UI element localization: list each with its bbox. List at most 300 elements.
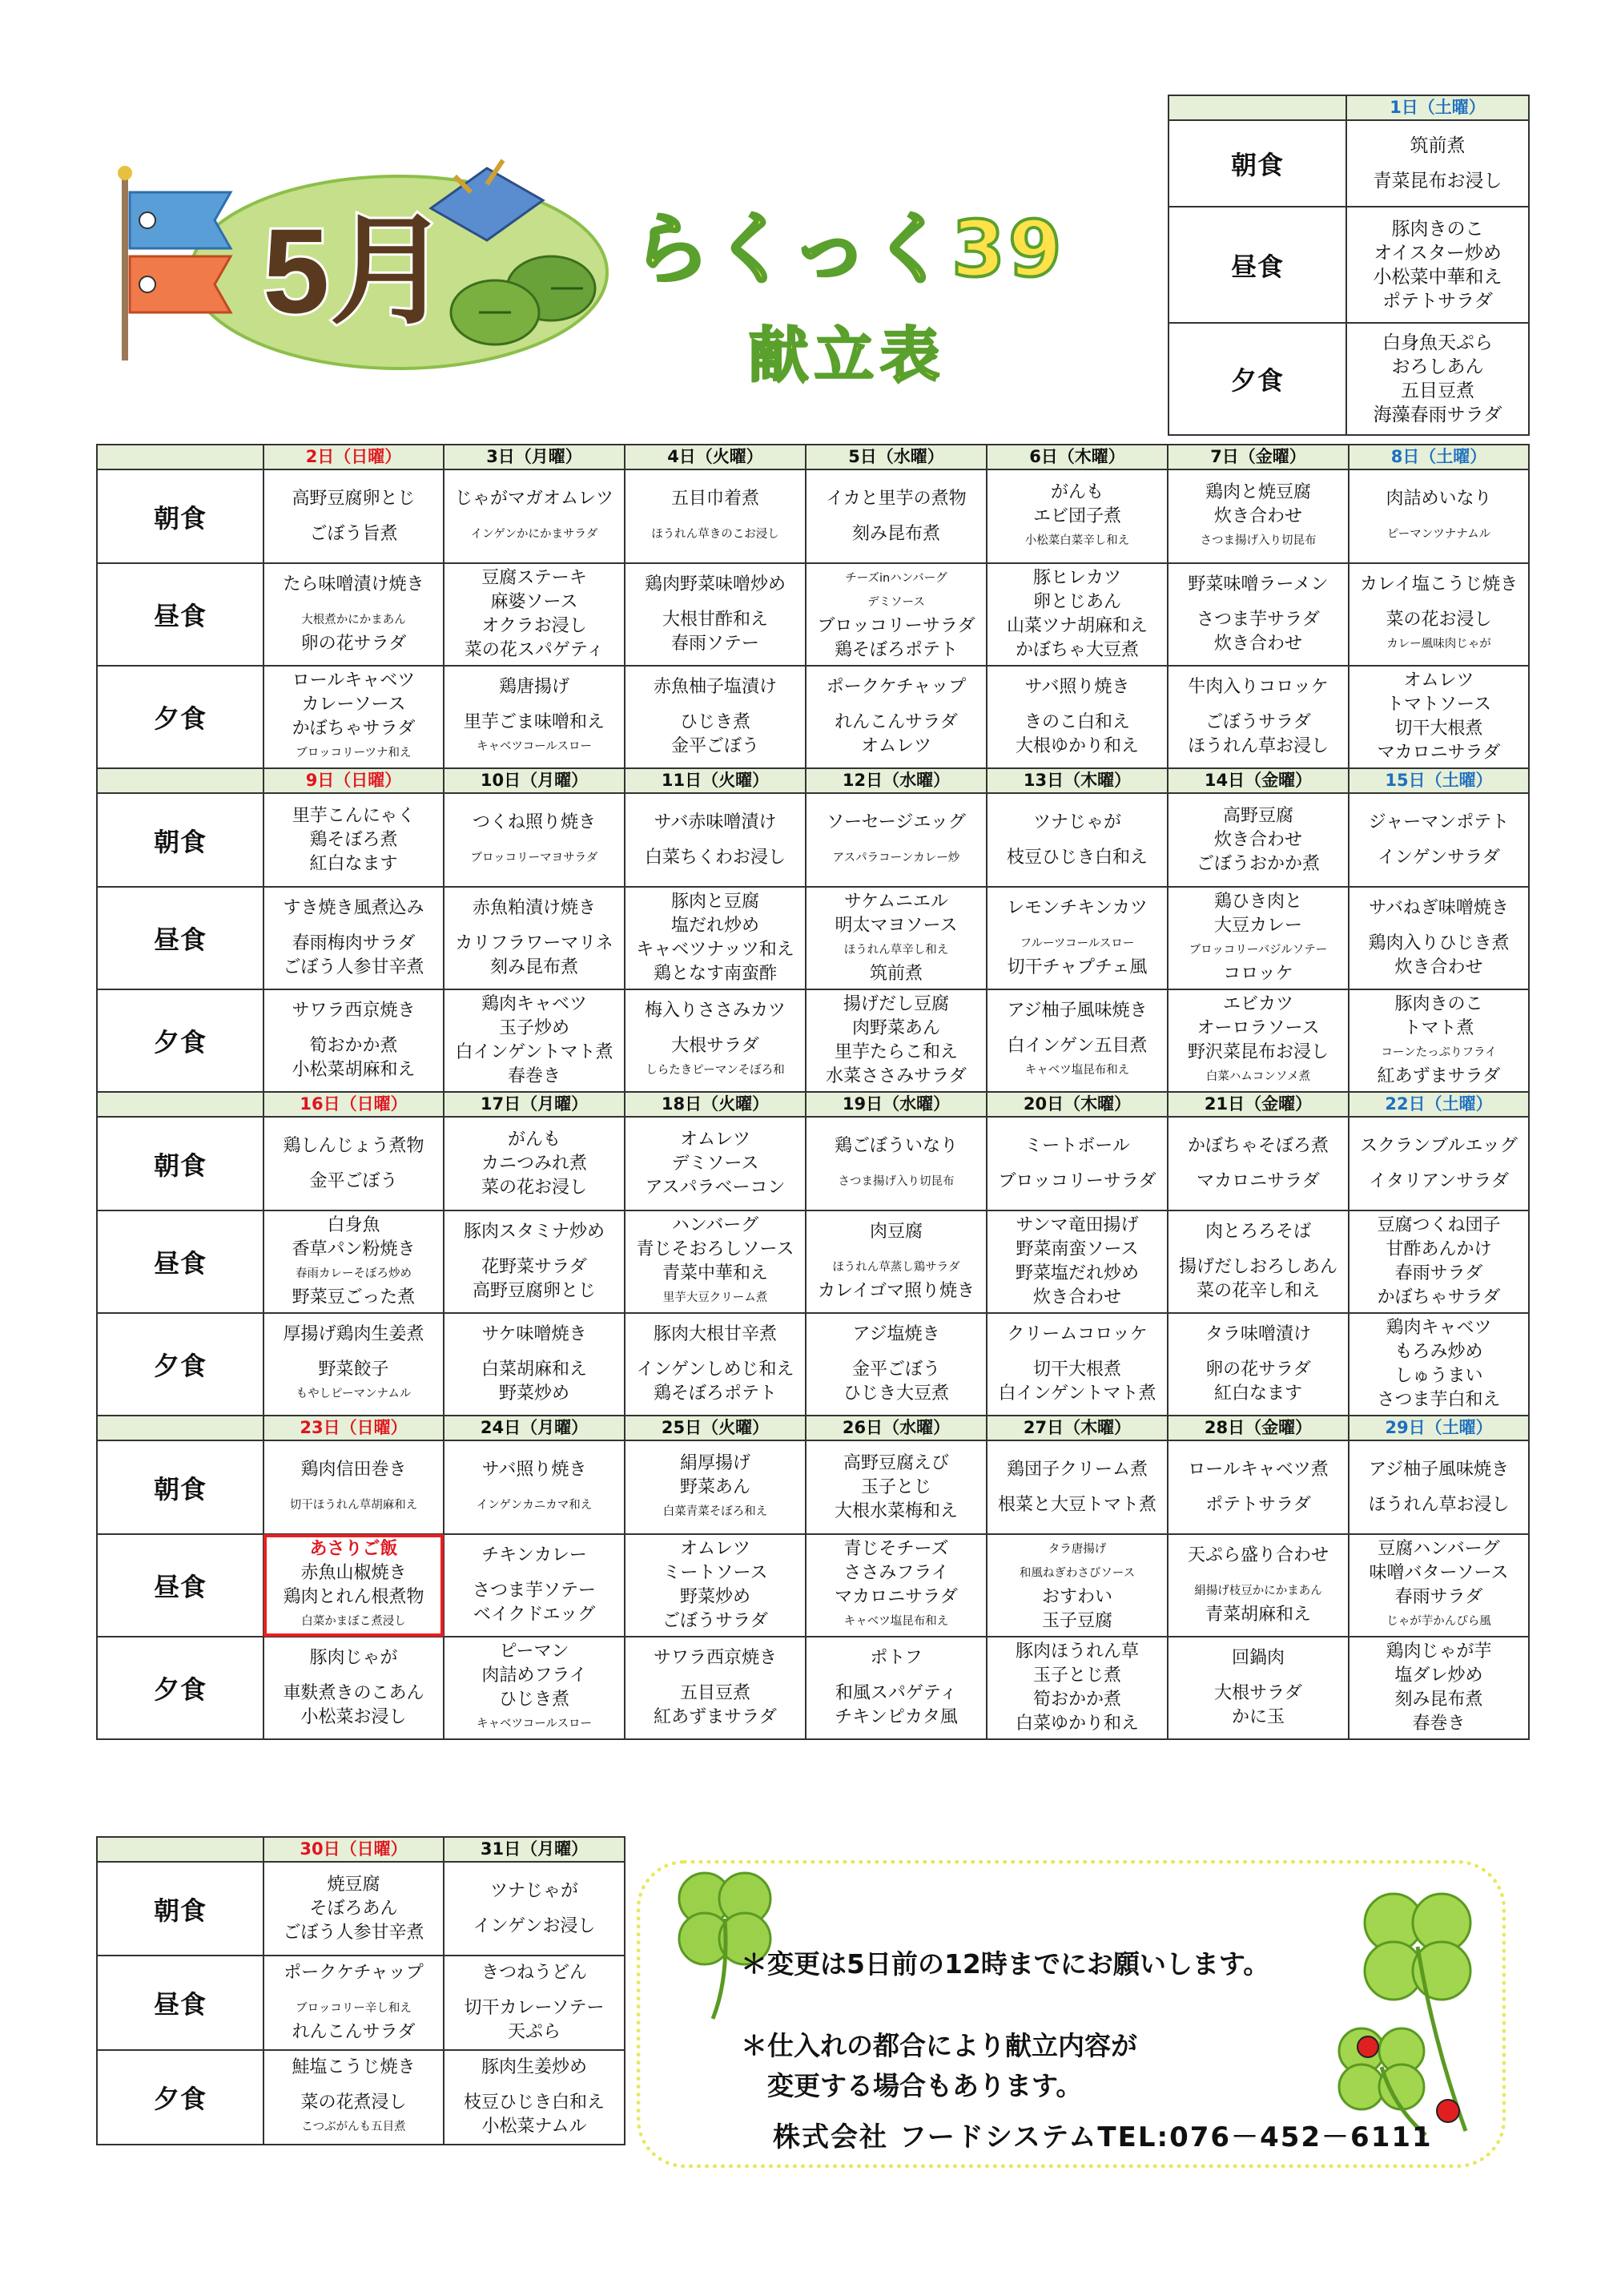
menu-cell	[1349, 1210, 1529, 1313]
spacer	[1170, 1244, 1346, 1255]
dish: 赤魚柚子塩漬け	[653, 677, 777, 697]
dish: 豚肉生姜炒め	[481, 2057, 587, 2077]
dish: インゲンカニカマ和え	[476, 1498, 593, 1512]
menu-cell	[806, 1313, 987, 1416]
menu-cell	[806, 469, 987, 563]
dish: 肉詰めフライ	[481, 1666, 587, 1686]
menu-cell	[987, 563, 1168, 666]
dish: 大根水菜梅和え	[834, 1500, 958, 1521]
dish: 鶏ごぼういなり	[834, 1135, 958, 1156]
menu-cell	[444, 2050, 625, 2145]
date-cell: 7日（金曜）	[1168, 445, 1349, 469]
spacer	[266, 1482, 441, 1493]
dish: タラ味噌漬け	[1205, 1324, 1311, 1344]
dish: ほうれん草お浸し	[1368, 1494, 1510, 1515]
dish: さつま揚げ入り切昆布	[838, 1174, 955, 1188]
dish: さつま芋白和え	[1377, 1390, 1501, 1410]
date-header-row	[97, 445, 1529, 469]
menu-cell	[806, 1117, 987, 1210]
dish: 切干ほうれん草胡麻和え	[289, 1498, 418, 1512]
dish: ベイクドエッグ	[473, 1605, 596, 1625]
lunch-label: 昼食	[97, 1210, 263, 1313]
dish: ごぼうサラダ	[662, 1611, 768, 1631]
dish: 大根甘酢和え	[662, 610, 768, 630]
spacer	[446, 1244, 622, 1255]
menu-cell	[625, 989, 806, 1092]
dish: ポテトサラダ	[1382, 290, 1493, 312]
month-end-table	[96, 1836, 625, 2145]
notice-line-2: ＊仕入れの都合により献立内容が	[741, 2030, 1137, 2061]
dish: 揚げだしおろしあん	[1178, 1257, 1337, 1277]
dish: 鮭塩こうじ焼き	[292, 2057, 416, 2077]
menu-cell	[1349, 887, 1529, 989]
menu-cell	[806, 887, 987, 989]
menu-cell	[263, 666, 444, 768]
date-cell: 15日（土曜）	[1349, 768, 1529, 793]
menu-cell	[263, 1534, 444, 1637]
dish: チキンカレー	[481, 1545, 587, 1565]
dish: もやしピーマンナムル	[296, 1388, 412, 1400]
dish: 春雨カレーそぼろ炒め	[296, 1267, 412, 1280]
date-cell: 18日（火曜）	[625, 1092, 806, 1117]
spacer	[989, 1023, 1165, 1034]
dish: 白菜胡麻和え	[481, 1359, 587, 1380]
dish: ポテトサラダ	[1205, 1494, 1311, 1515]
dish: 卵とじあん	[1032, 592, 1121, 612]
corner-cell	[97, 1092, 263, 1117]
dish: サンマ竜田揚げ	[1016, 1215, 1139, 1235]
date-cell: 22日（土曜）	[1349, 1092, 1529, 1117]
dish: しらたきピーマンそぼろ和	[646, 1064, 785, 1077]
dish: つくね照り焼き	[472, 812, 596, 832]
menu-cell	[263, 1862, 444, 1956]
date-cell: 19日（水曜）	[806, 1092, 987, 1117]
menu-cell	[1168, 793, 1349, 887]
meal-row	[97, 666, 1529, 768]
dish: 鶏団子クリーム煮	[1006, 1459, 1148, 1480]
dish: 鶏そぼろ煮	[309, 829, 398, 850]
dish: 赤魚山椒焼き	[300, 1563, 407, 1583]
spacer	[808, 1670, 984, 1682]
spacer	[989, 1347, 1165, 1358]
dish: 金平ごぼう	[309, 1170, 398, 1191]
spacer	[627, 699, 803, 711]
dish: サバ照り焼き	[1024, 677, 1130, 697]
menu-cell	[1168, 1210, 1349, 1313]
spacer	[266, 1158, 441, 1170]
spacer	[1170, 1670, 1346, 1682]
menu-cell	[1168, 1440, 1349, 1534]
menu-cell	[806, 563, 987, 666]
menu-cell	[444, 793, 625, 887]
dish: 高野豆腐	[1222, 805, 1293, 826]
dish: 炊き合わせ	[1394, 957, 1483, 977]
dish: ブロッコリーサラダ	[998, 1170, 1156, 1191]
menu-cell	[263, 989, 444, 1092]
dish: 野菜味噌ラーメン	[1188, 574, 1329, 594]
lunch-label: 昼食	[1168, 207, 1346, 323]
dish: 豆腐つくね団子	[1377, 1215, 1501, 1235]
menu-cell	[1168, 1534, 1349, 1637]
dish: 天ぷら盛り合わせ	[1187, 1545, 1329, 1565]
dish: 車麩煮きのこあん	[283, 1683, 424, 1703]
dish: れんこんサラダ	[292, 2022, 416, 2042]
spacer	[1351, 920, 1526, 932]
dish: ブロッコリーバジルソテー	[1189, 944, 1328, 957]
date-cell: 8日（土曜）	[1349, 445, 1529, 469]
dish: 明太マヨソース	[835, 916, 958, 936]
spacer	[989, 1482, 1165, 1493]
menu-cell	[1168, 469, 1349, 563]
dish: ブロッコリーマヨサラダ	[470, 851, 598, 864]
dish: サケ味噌焼き	[481, 1324, 587, 1344]
dish: 五目豆煮	[679, 1683, 750, 1703]
spacer	[266, 1347, 441, 1358]
dish: きのこ白和え	[1024, 712, 1130, 732]
dish: 鶏肉信田巻き	[300, 1459, 407, 1480]
dish: ポトフ	[870, 1648, 923, 1668]
menu-cell	[1349, 989, 1529, 1092]
dish: 味噌バターソース	[1369, 1563, 1509, 1583]
menu-cell	[1349, 1440, 1529, 1534]
dish: 白身魚	[327, 1215, 380, 1235]
spacer	[627, 597, 803, 608]
spacer	[627, 1347, 803, 1358]
dish: カレー風味肉じゃが	[1386, 638, 1491, 651]
menu-cell	[625, 793, 806, 887]
dish: じゃがマガオムレツ	[454, 488, 613, 509]
menu-cell	[1168, 1117, 1349, 1210]
dish: コロッケ	[1223, 964, 1293, 984]
menu-cell	[263, 1440, 444, 1534]
dish: 高野豆腐えび	[843, 1452, 949, 1473]
dish: しゅうまい	[1394, 1366, 1483, 1386]
menu-cell	[1168, 563, 1349, 666]
dish: 鶏となす南蛮酢	[653, 964, 777, 984]
dish: 金平ごぼう	[670, 736, 759, 756]
menu-cell	[444, 563, 625, 666]
dish: 切干大根煮	[1032, 1359, 1121, 1380]
dish: かぼちゃそぼろ煮	[1187, 1135, 1329, 1156]
dish: きつねうどん	[481, 1963, 587, 1983]
spacer	[1170, 1158, 1346, 1170]
dish: 赤魚粕漬け焼き	[472, 898, 596, 918]
dish: 花野菜サラダ	[481, 1257, 587, 1277]
menu-cell	[625, 1210, 806, 1313]
spacer	[266, 1670, 441, 1682]
dish: デミソース	[867, 596, 925, 609]
dish: ブロッコリー辛し和え	[296, 2002, 412, 2015]
dish: カニつみれ煮	[481, 1153, 587, 1174]
dish: 青菜中華和え	[662, 1263, 768, 1283]
dish: 肉とろろそば	[1205, 1222, 1311, 1242]
dish: マカロニサラダ	[1377, 743, 1501, 763]
dish: 高野豆腐卵とじ	[292, 488, 416, 509]
dish: 枝豆ひじき白和え	[1006, 847, 1148, 868]
dish: 大根サラダ	[1214, 1683, 1302, 1703]
menu-cell	[1349, 469, 1529, 563]
dish: 鶏肉野菜味噌炒め	[644, 574, 786, 594]
dish: オイスター炒め	[1374, 242, 1502, 264]
dish: エビカツ	[1222, 994, 1293, 1014]
spacer	[627, 511, 803, 522]
notice-line-3: 変更する場合もあります。	[767, 2070, 1083, 2101]
dish: ほうれん草蒸し鶏サラダ	[832, 1261, 960, 1274]
dish: 豚肉大根甘辛煮	[653, 1324, 777, 1344]
menu-cell	[263, 1313, 444, 1416]
dish: ごぼう人参甘辛煮	[283, 1922, 424, 1943]
dish: 豚肉ほうれん草	[1015, 1641, 1139, 1662]
corner-cell	[97, 1416, 263, 1440]
dish: 刻み昆布煮	[1394, 1690, 1483, 1710]
date-cell: 11日（火曜）	[625, 768, 806, 793]
dish: インゲンお浸し	[473, 1915, 596, 1936]
menu-cell	[987, 666, 1168, 768]
menu-cell	[444, 887, 625, 989]
spacer	[266, 597, 441, 608]
dish: サバ赤味噌漬け	[654, 812, 777, 832]
dish: ハンバーグ	[671, 1215, 759, 1235]
dish: イカと里芋の煮物	[826, 488, 967, 509]
dish: 炊き合わせ	[1213, 829, 1302, 850]
spacer	[446, 920, 622, 932]
dish: 筍おかか煮	[309, 1036, 398, 1056]
dish: 根菜と大豆トマト煮	[997, 1494, 1156, 1515]
date-cell: 17日（月曜）	[444, 1092, 625, 1117]
meal-row	[1168, 120, 1529, 207]
spacer	[808, 1244, 984, 1255]
menu-cell	[444, 1210, 625, 1313]
dish: ツナじゃが	[489, 1880, 578, 1901]
date-cell: 21日（金曜）	[1168, 1092, 1349, 1117]
dish: 鶏肉入りひじき煮	[1368, 933, 1510, 953]
meal-row	[97, 1313, 1529, 1416]
spacer	[1170, 1482, 1346, 1493]
dish: 白インゲントマト煮	[998, 1384, 1156, 1404]
dish: 菜の花辛し和え	[1196, 1281, 1320, 1301]
dish: ジャーマンポテト	[1368, 812, 1510, 832]
dish: 刻み昆布煮	[489, 957, 578, 977]
dish: 小松菜胡麻和え	[292, 1060, 416, 1080]
lunch-label: 昼食	[97, 563, 263, 666]
clover-icon	[633, 1843, 817, 2027]
dish: 白インゲン五目煮	[1007, 1036, 1148, 1056]
dish: 野菜炒め	[679, 1587, 750, 1607]
dish: もろみ炒め	[1394, 1342, 1483, 1362]
dish: 豚肉と豆腐	[670, 892, 759, 912]
spacer	[627, 1670, 803, 1682]
dish: 刻み昆布煮	[851, 523, 940, 544]
dish: アジ柚子風味焼き	[1007, 1001, 1148, 1021]
koinobori-icon	[118, 166, 231, 361]
dish: 高野豆腐卵とじ	[472, 1281, 596, 1301]
spacer	[1351, 1158, 1526, 1170]
meal-row	[97, 1862, 625, 1956]
dish: すき焼き風煮込み	[283, 898, 424, 918]
menu-cell	[987, 469, 1168, 563]
dish: かぼちゃサラダ	[292, 719, 416, 739]
highlight-dish: あさりご飯	[309, 1539, 398, 1559]
spacer	[808, 699, 984, 711]
dish: 豚肉スタミナ炒め	[463, 1222, 605, 1242]
dish: 紅白なます	[1213, 1384, 1302, 1404]
dish: 青菜胡麻和え	[1205, 1605, 1311, 1625]
dish: 大豆カレー	[1213, 916, 1302, 936]
dish: じゃが芋かんぴら風	[1386, 1615, 1491, 1628]
dish: ごぼう旨煮	[309, 523, 398, 544]
menu-cell	[1346, 323, 1529, 435]
dish: チーズinハンバーグ	[845, 572, 947, 585]
date-cell: 30日（日曜）	[263, 1837, 444, 1862]
dish: ほうれん草お浸し	[1187, 736, 1329, 756]
dish: 炊き合わせ	[1213, 634, 1302, 654]
menu-cell	[263, 469, 444, 563]
dish: 絹厚揚げ	[679, 1452, 750, 1473]
spacer	[1170, 1568, 1346, 1579]
dish: デミソース	[671, 1153, 759, 1174]
date-cell: 31日（月曜）	[444, 1837, 625, 1862]
dish: 白身魚天ぷら	[1382, 332, 1493, 353]
menu-cell	[1349, 1534, 1529, 1637]
dish: 鶏肉と焼豆腐	[1205, 481, 1311, 502]
dish: 紅あずまサラダ	[1377, 1066, 1501, 1086]
dish: 里芋こんにゃく	[292, 805, 416, 826]
spacer	[627, 835, 803, 846]
dish: アジ塩焼き	[852, 1324, 940, 1344]
dish: そぼろあん	[309, 1898, 398, 1919]
date-cell: 27日（木曜）	[987, 1416, 1168, 1440]
menu-cell	[263, 793, 444, 887]
breakfast-label: 朝食	[97, 1862, 263, 1956]
dish: 大根サラダ	[671, 1036, 759, 1056]
dish: ピーマン	[499, 1641, 569, 1662]
dish: 切干カレーソテー	[464, 1998, 605, 2018]
menu-table	[96, 444, 1530, 1740]
dish: たら味噌漬け焼き	[283, 574, 424, 594]
dish: 菜の花スパゲティ	[464, 640, 605, 660]
page-subtitle: 献立表	[749, 321, 946, 390]
dish: 豆腐ハンバーグ	[1378, 1539, 1500, 1559]
dish: 和風ねぎわさびソース	[1019, 1567, 1136, 1580]
dish: 野菜炒め	[498, 1384, 569, 1404]
dish: キャベツナッツ和え	[636, 940, 794, 960]
dish: ごぼう人参甘辛煮	[283, 957, 424, 977]
date-cell: 16日（日曜）	[263, 1092, 444, 1117]
month-text: 5月	[263, 203, 450, 338]
date-cell: 5日（水曜）	[806, 445, 987, 469]
dish: オクラお浸し	[481, 616, 587, 636]
dish: 金平ごぼう	[851, 1359, 940, 1380]
dish: キャベツ塩昆布和え	[1024, 1064, 1130, 1077]
meal-row	[97, 469, 1529, 563]
spacer	[1170, 699, 1346, 711]
dish: 青菜昆布お浸し	[1373, 171, 1502, 191]
breakfast-label: 朝食	[97, 1440, 263, 1534]
menu-cell	[625, 563, 806, 666]
spacer	[1349, 158, 1526, 169]
dish: 炊き合わせ	[1213, 506, 1302, 526]
dish: 甘酢あんかけ	[1386, 1239, 1492, 1259]
menu-cell	[987, 1117, 1168, 1210]
menu-cell	[987, 1534, 1168, 1637]
dish: 水菜ささみサラダ	[826, 1066, 967, 1086]
dish: アジ柚子風味焼き	[1368, 1459, 1510, 1480]
dish: 鶏肉とれん根煮物	[283, 1587, 424, 1607]
spacer	[989, 920, 1165, 932]
spacer	[266, 1985, 441, 1996]
dish: ブロッコリーツナ和え	[296, 747, 412, 759]
spacer	[1351, 1482, 1526, 1493]
dish: かに玉	[1231, 1707, 1285, 1727]
lunch-label: 昼食	[97, 1534, 263, 1637]
dish: レモンチキンカツ	[1007, 898, 1148, 918]
dish: 枝豆ひじき白和え	[463, 2093, 605, 2113]
date-cell: 29日（土曜）	[1349, 1416, 1529, 1440]
dish: 揚げだし豆腐	[843, 994, 949, 1014]
dish: ささみフライ	[843, 1563, 949, 1583]
dish: 白菜ちくわお浸し	[644, 847, 786, 868]
menu-cell	[444, 1117, 625, 1210]
menu-cell	[806, 1440, 987, 1534]
dish: 野沢菜昆布お浸し	[1187, 1042, 1329, 1062]
dish: 海藻春雨サラダ	[1373, 405, 1502, 425]
dish: 塩だれ炒め	[670, 916, 759, 936]
date-header-row	[97, 1092, 1529, 1117]
dish: かぼちゃサラダ	[1377, 1287, 1501, 1307]
menu-cell	[1346, 120, 1529, 207]
spacer	[989, 699, 1165, 711]
dish: がんも	[507, 1129, 561, 1150]
dish: 野菜南蛮ソース	[1016, 1239, 1139, 1259]
dish: イタリアンサラダ	[1369, 1170, 1509, 1191]
date-cell: 1日（土曜）	[1346, 95, 1529, 120]
dish: カレーソース	[301, 695, 406, 715]
spacer	[446, 1985, 622, 1996]
menu-cell	[625, 1534, 806, 1637]
menu-cell	[1346, 207, 1529, 323]
dish: ひじき煮	[679, 712, 750, 732]
dish: マカロニサラダ	[1197, 1170, 1320, 1191]
notice-line-1: ＊変更は5日前の12時までにお願いします。	[741, 1948, 1270, 1980]
meal-row	[1168, 323, 1529, 435]
meal-row	[97, 1440, 1529, 1534]
dish: 白菜かまぼこ煮浸し	[301, 1615, 406, 1628]
meal-row	[97, 793, 1529, 887]
menu-cell	[263, 887, 444, 989]
menu-cell	[625, 1637, 806, 1739]
menu-cell	[625, 1313, 806, 1416]
dish: 小松菜ナムル	[481, 2117, 587, 2137]
dish: さつま芋サラダ	[1197, 610, 1320, 630]
dish: スクランブルエッグ	[1360, 1135, 1518, 1156]
menu-cell	[987, 887, 1168, 989]
spacer	[446, 699, 622, 711]
dish: こつぶがんも五目煮	[301, 2121, 406, 2133]
dish: ほうれん草辛し和え	[843, 944, 949, 957]
dish: 春雨梅肉サラダ	[292, 933, 416, 953]
dish: 大根煮かにかまあん	[301, 614, 406, 626]
dish: ソーセージエッグ	[827, 812, 966, 832]
dish: 切干大根煮	[1394, 719, 1483, 739]
lunch-label: 昼食	[97, 1956, 263, 2050]
dish: 玉子豆腐	[1041, 1611, 1112, 1631]
meal-row	[97, 1637, 1529, 1739]
dish: 天ぷら	[507, 2022, 561, 2042]
dish: サワラ西京焼き	[653, 1648, 777, 1668]
dish: 小松菜中華和え	[1373, 266, 1502, 288]
dish: 炊き合わせ	[1032, 1287, 1121, 1307]
dish: ツナじゃが	[1032, 812, 1121, 832]
